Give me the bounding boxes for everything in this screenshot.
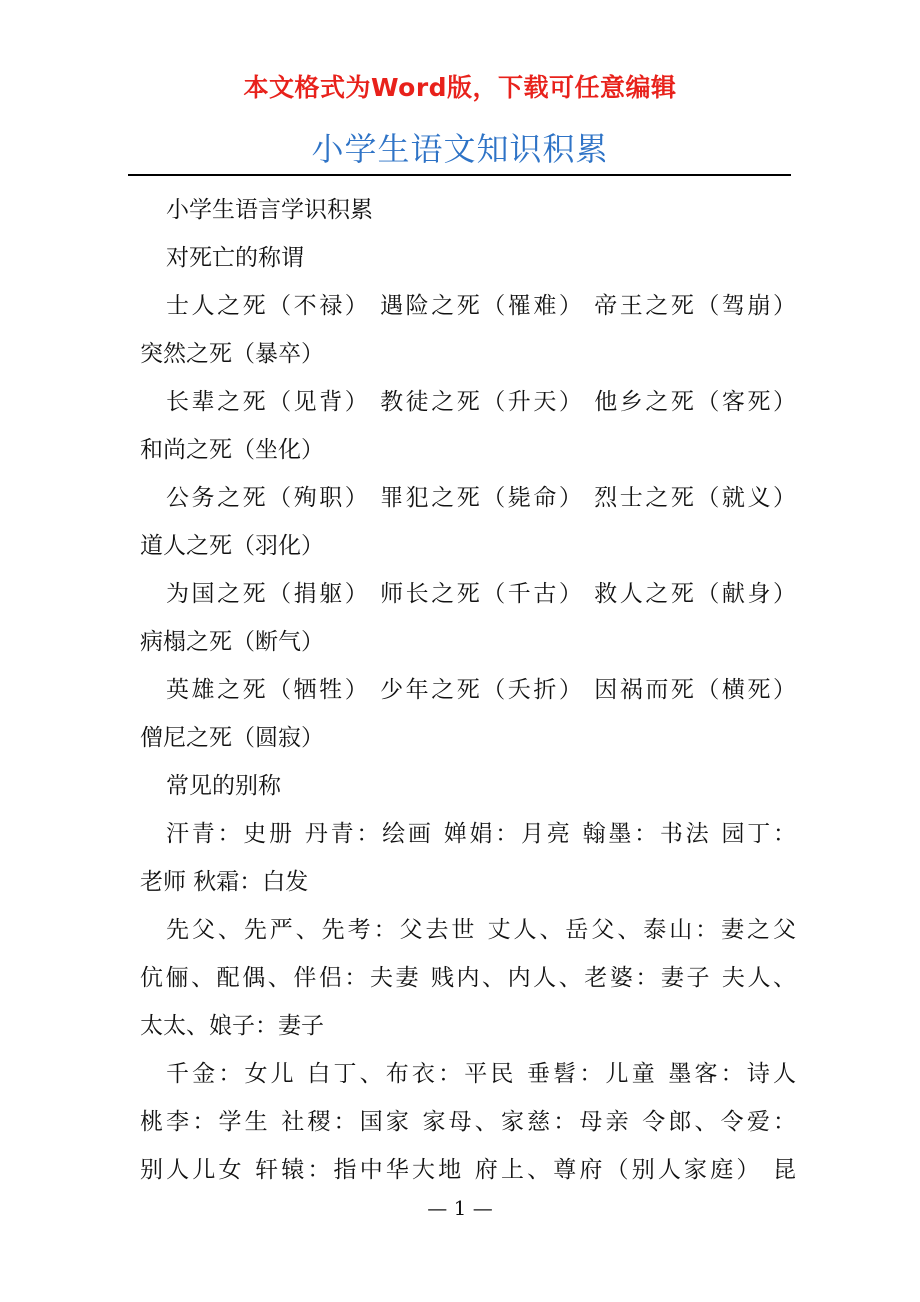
- paragraph-line: 老师 秋霜：白发: [140, 869, 309, 895]
- paragraph-line: 和尚之死（坐化）: [140, 437, 324, 463]
- heading-intro: 小学生语言学识积累: [166, 197, 373, 223]
- format-notice: 本文格式为Word版，下载可任意编辑: [243, 73, 677, 102]
- paragraph-line: 千金：女儿 白丁、布衣：平民 垂髫：儿童 墨客：诗人: [166, 1061, 796, 1087]
- paragraph-line: 病榻之死（断气）: [140, 629, 324, 655]
- paragraph-line: 公务之死（殉职） 罪犯之死（毙命） 烈士之死（就义）: [166, 485, 796, 511]
- page-number: — 1 —: [427, 1196, 493, 1220]
- paragraph-line: 为国之死（捐躯） 师长之死（千古） 救人之死（献身）: [166, 581, 796, 607]
- paragraph-line: 英雄之死（牺牲） 少年之死（夭折） 因祸而死（横死）: [166, 677, 796, 703]
- paragraph-line: 长辈之死（见背） 教徒之死（升天） 他乡之死（客死）: [166, 389, 796, 415]
- paragraph-line: 桃李：学生 社稷：国家 家母、家慈：母亲 令郎、令爱：: [140, 1109, 796, 1135]
- paragraph-line: 太太、娘子：妻子: [140, 1013, 324, 1039]
- paragraph-line: 突然之死（暴卒）: [140, 341, 324, 367]
- paragraph-line: 先父、先严、先考：父去世 丈人、岳父、泰山：妻之父: [166, 917, 796, 943]
- paragraph-line: 道人之死（羽化）: [140, 533, 324, 559]
- document-body: [140, 186, 796, 1194]
- title-divider: [128, 174, 791, 176]
- paragraph-line: 僧尼之死（圆寂）: [140, 725, 324, 751]
- section-heading-aliases: 常见的别称: [166, 773, 281, 799]
- section-heading-death-terms: 对死亡的称谓: [166, 245, 304, 271]
- paragraph-line: 士人之死（不禄） 遇险之死（罹难） 帝王之死（驾崩）: [166, 293, 796, 319]
- paragraph-line: 别人儿女 轩辕：指中华大地 府上、尊府（别人家庭） 昆: [140, 1157, 796, 1183]
- document-title: 小学生语文知识积累: [311, 130, 609, 168]
- paragraph-line: 伉俪、配偶、伴侣：夫妻 贱内、内人、老婆：妻子 夫人、: [140, 965, 796, 991]
- paragraph-line: 汗青：史册 丹青：绘画 婵娟：月亮 翰墨：书法 园丁：: [166, 821, 796, 847]
